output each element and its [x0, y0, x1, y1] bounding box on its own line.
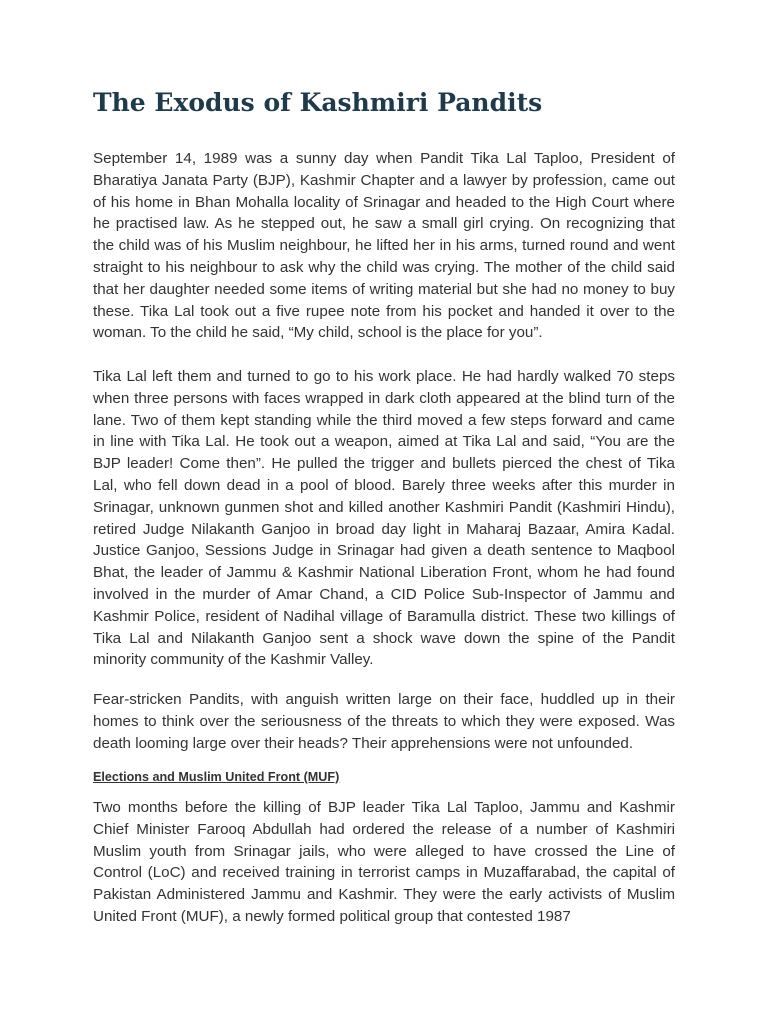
paragraph-muf-release: Two months before the killing of BJP leader Tika Lal Taploo, Jammu and Kashmir Chief Minister Farooq Abdullah had ordered the release of a number of Kashmiri Muslim youth from Srinagar jails, who were alleged to have crossed the Line of Control (LoC) and received training in terrorist camps in Muzaffarabad, the capital of Pakistan Administered Jammu and Kashmir. They were the early activists of Muslim United Front (MUF), a newly formed political group that contested 1987	[93, 799, 675, 925]
paragraph-taploo-morning: September 14, 1989 was a sunny day when Pandit Tika Lal Taploo, President of Bharatiya Janata Party (BJP), Kashmir Chapter and a lawyer by profession, came out of his home in Bhan Mohalla locality of Srinagar and headed to the High Court where he practised law. As he stepped out, he saw a small girl crying. On recognizing that the child was of his Muslim neighbour, he lifted her in his arms, turned round and went straight to his neighbour to ask why the child was crying. The mother of the child said that her daughter needed some items of writing material but she had no money to buy these. Tika Lal took out a five rupee note from his pocket and handed it over to the woman. To the child he said, “My child, school is the place for you”.	[93, 150, 675, 342]
page-title: The Exodus of Kashmiri Pandits	[93, 88, 543, 117]
paragraph-taploo-killing: Tika Lal left them and turned to go to his work place. He had hardly walked 70 steps when three persons with faces wrapped in dark cloth appeared at the blind turn of the lane. Two of them kept standing while the third moved a few steps forward and came in line with Tika Lal. He took out a weapon, aimed at Tika Lal and said, “You are the BJP leader! Come then”. He pulled the trigger and bullets pierced the chest of Tika Lal, who fell down dead in a pool of blood. Barely three weeks after this murder in Srinagar, unknown gunmen shot and killed another Kashmiri Pandit (Kashmiri Hindu), retired Judge Nilakanth Ganjoo in broad day light in Maharaj Bazaar, Amira Kadal. Justice Ganjoo, Sessions Judge in Srinagar had given a death sentence to Maqbool Bhat, the leader of Jammu & Kashmir National Liberation Front, whom he had found involved in the murder of Amar Chand, a CID Police Sub-Inspector of Jammu and Kashmir Police, resident of Nadihal village of Baramulla district. These two killings of Tika Lal and Nilakanth Ganjoo sent a shock wave down the spine of the Pandit minority community of the Kashmir Valley.	[93, 368, 675, 669]
paragraph-fear-stricken-pandits: Fear-stricken Pandits, with anguish written large on their face, huddled up in their homes to think over the seriousness of the threats to which they were exposed. Was death looming large over their heads? Their apprehensions were not unfounded.	[93, 691, 675, 752]
section-heading-elections-muf: Elections and Muslim United Front (MUF)	[93, 770, 340, 784]
